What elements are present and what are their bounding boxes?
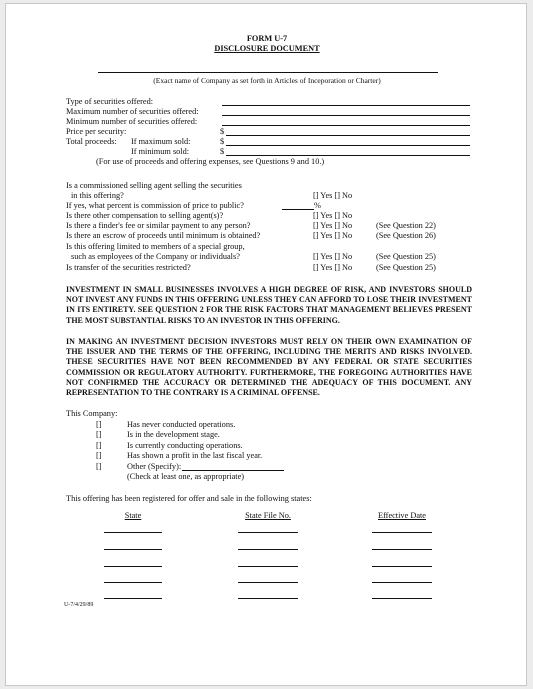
type-of-securities-field[interactable] [222,105,470,106]
col-header-state: State [124,511,142,520]
risk-warning-paragraph: INVESTMENT IN SMALL BUSINESSES INVOLVES A HIGH DEGREE OF RISK, AND INVESTORS SHOULD NOT INVEST ANY FUNDS IN THIS OFFERING UNLESS THEY CAN AFFORD TO LOSE THEIR INVESTMENT IN ITS ENTIRETY. SEE QUESTION 2 FOR THE RISK FACTORS THAT MANAGEMENT BELIEVES PRESENT THE MOST SUBSTANTIAL RISKS TO AN INVESTOR IN THIS OFFERING. [66,285,472,325]
form-subtitle: DISCLOSURE DOCUMENT [214,44,320,53]
percent-sign: % [314,201,321,210]
state-entry-line[interactable] [104,549,162,550]
status-option-label: Is currently conducting operations. [127,441,243,450]
effective-date-entry-line[interactable] [372,566,432,567]
price-dollar-sign: $ [220,127,225,136]
registration-intro: This offering has been registered for offer and sale in the following states: [66,494,312,503]
total-proceeds-label: Total proceeds: [66,137,117,146]
if-max-sold-label: If maximum sold: [131,137,191,146]
investor-warning-paragraph: IN MAKING AN INVESTMENT DECISION INVESTORS MUST RELY ON THEIR OWN EXAMINATION OF THE ISSUER AND THE TERMS OF THE OFFERING, INCLUDING THE MERITS AND RISKS INVOLVED. THESE SECURITIES HAVE NOT BEEN RECOMMENDED BY ANY FEDERAL OR STATE SECURITIES COMMISSION OR REGULATORY AUTHORITY. FURTHERMORE, THE FOREGOING AUTHORITIES HAVE NOT CONFIRMED THE ACCURACY OR DETERMINED THE ADEQUACY OF THIS DOCUMENT. ANY REPRESENTATION TO THE CONTRARY IS A CRIMINAL OFFENSE. [66,337,472,398]
q6-see-question: (See Question 25) [376,252,436,261]
max-securities-label: Maximum number of securities offered: [66,107,199,116]
file-no-entry-line[interactable] [238,532,298,533]
q1-line1: Is a commissioned selling agent selling the securities [66,181,242,190]
q2-text: If yes, what percent is commission of price to public? [66,201,244,210]
min-securities-field[interactable] [222,125,470,126]
if-min-sold-field[interactable] [226,155,470,156]
other-specify-field[interactable] [182,470,284,471]
price-per-security-label: Price per security: [66,127,127,136]
company-status-heading: This Company: [66,409,118,418]
q6-line2: such as employees of the Company or individuals? [71,252,240,261]
file-no-entry-line[interactable] [238,598,298,599]
type-of-securities-label: Type of securities offered: [66,97,154,106]
q7-text: Is transfer of the securities restricted? [66,263,191,272]
status-checkbox[interactable]: [] [96,462,102,471]
file-no-entry-line[interactable] [238,549,298,550]
status-checkbox[interactable]: [] [96,451,102,460]
q3-yes-no[interactable]: [] Yes [] No [313,211,353,220]
effective-date-entry-line[interactable] [372,598,432,599]
effective-date-entry-line[interactable] [372,582,432,583]
min-securities-label: Minimum number of securities offered: [66,117,198,126]
q6-yes-no[interactable]: [] Yes [] No [313,252,353,261]
status-note: (Check at least one, as appropriate) [127,472,245,481]
max-securities-field[interactable] [222,115,470,116]
q4-see-question: (See Question 22) [376,221,436,230]
status-option-label: Has never conducted operations. [127,420,236,429]
document-page [5,3,527,686]
state-entry-line[interactable] [104,566,162,567]
status-checkbox[interactable]: [] [96,420,102,429]
form-code: U-7/4/29/89 [64,602,94,608]
q7-see-question: (See Question 25) [376,263,436,272]
q5-see-question: (See Question 26) [376,231,436,240]
q1-line2: in this offering? [71,191,124,200]
q3-text: Is there other compensation to selling agent(s)? [66,211,224,220]
q1-yes-no[interactable]: [] Yes [] No [313,191,353,200]
file-no-entry-line[interactable] [238,566,298,567]
q4-text: Is there a finder's fee or similar payment to any person? [66,221,251,230]
form-title: FORM U-7 [246,34,288,43]
effective-date-entry-line[interactable] [372,549,432,550]
status-option-label: Is in the development stage. [127,430,220,439]
state-entry-line[interactable] [104,598,162,599]
price-per-security-field[interactable] [226,135,470,136]
max-dollar-sign: $ [220,137,225,146]
q2-percent-field[interactable] [282,209,314,210]
status-option-label: Other (Specify): [127,462,182,471]
q6-line1: Is this offering limited to members of a special group, [66,242,245,251]
min-dollar-sign: $ [220,147,225,156]
q4-yes-no[interactable]: [] Yes [] No [313,221,353,230]
file-no-entry-line[interactable] [238,582,298,583]
effective-date-entry-line[interactable] [372,532,432,533]
company-name-caption: (Exact name of Company as set forth in Articles of Inceporation or Charter) [153,76,381,85]
status-checkbox[interactable]: [] [96,430,102,439]
q7-yes-no[interactable]: [] Yes [] No [313,263,353,272]
company-name-line[interactable] [98,72,438,73]
col-header-effective-date: Effective Date [378,511,426,520]
if-max-sold-field[interactable] [226,145,470,146]
q5-text: Is there an escrow of proceeds until minimum is obtained? [66,231,261,240]
col-header-state-file-no: State File No. [245,511,291,520]
state-entry-line[interactable] [104,582,162,583]
status-option-label: Has shown a profit in the last fiscal year. [127,451,263,460]
q5-yes-no[interactable]: [] Yes [] No [313,231,353,240]
if-min-sold-label: If minimum sold: [131,147,190,156]
status-checkbox[interactable]: [] [96,441,102,450]
state-entry-line[interactable] [104,532,162,533]
proceeds-note: (For use of proceeds and offering expenses, see Questions 9 and 10.) [96,157,325,166]
